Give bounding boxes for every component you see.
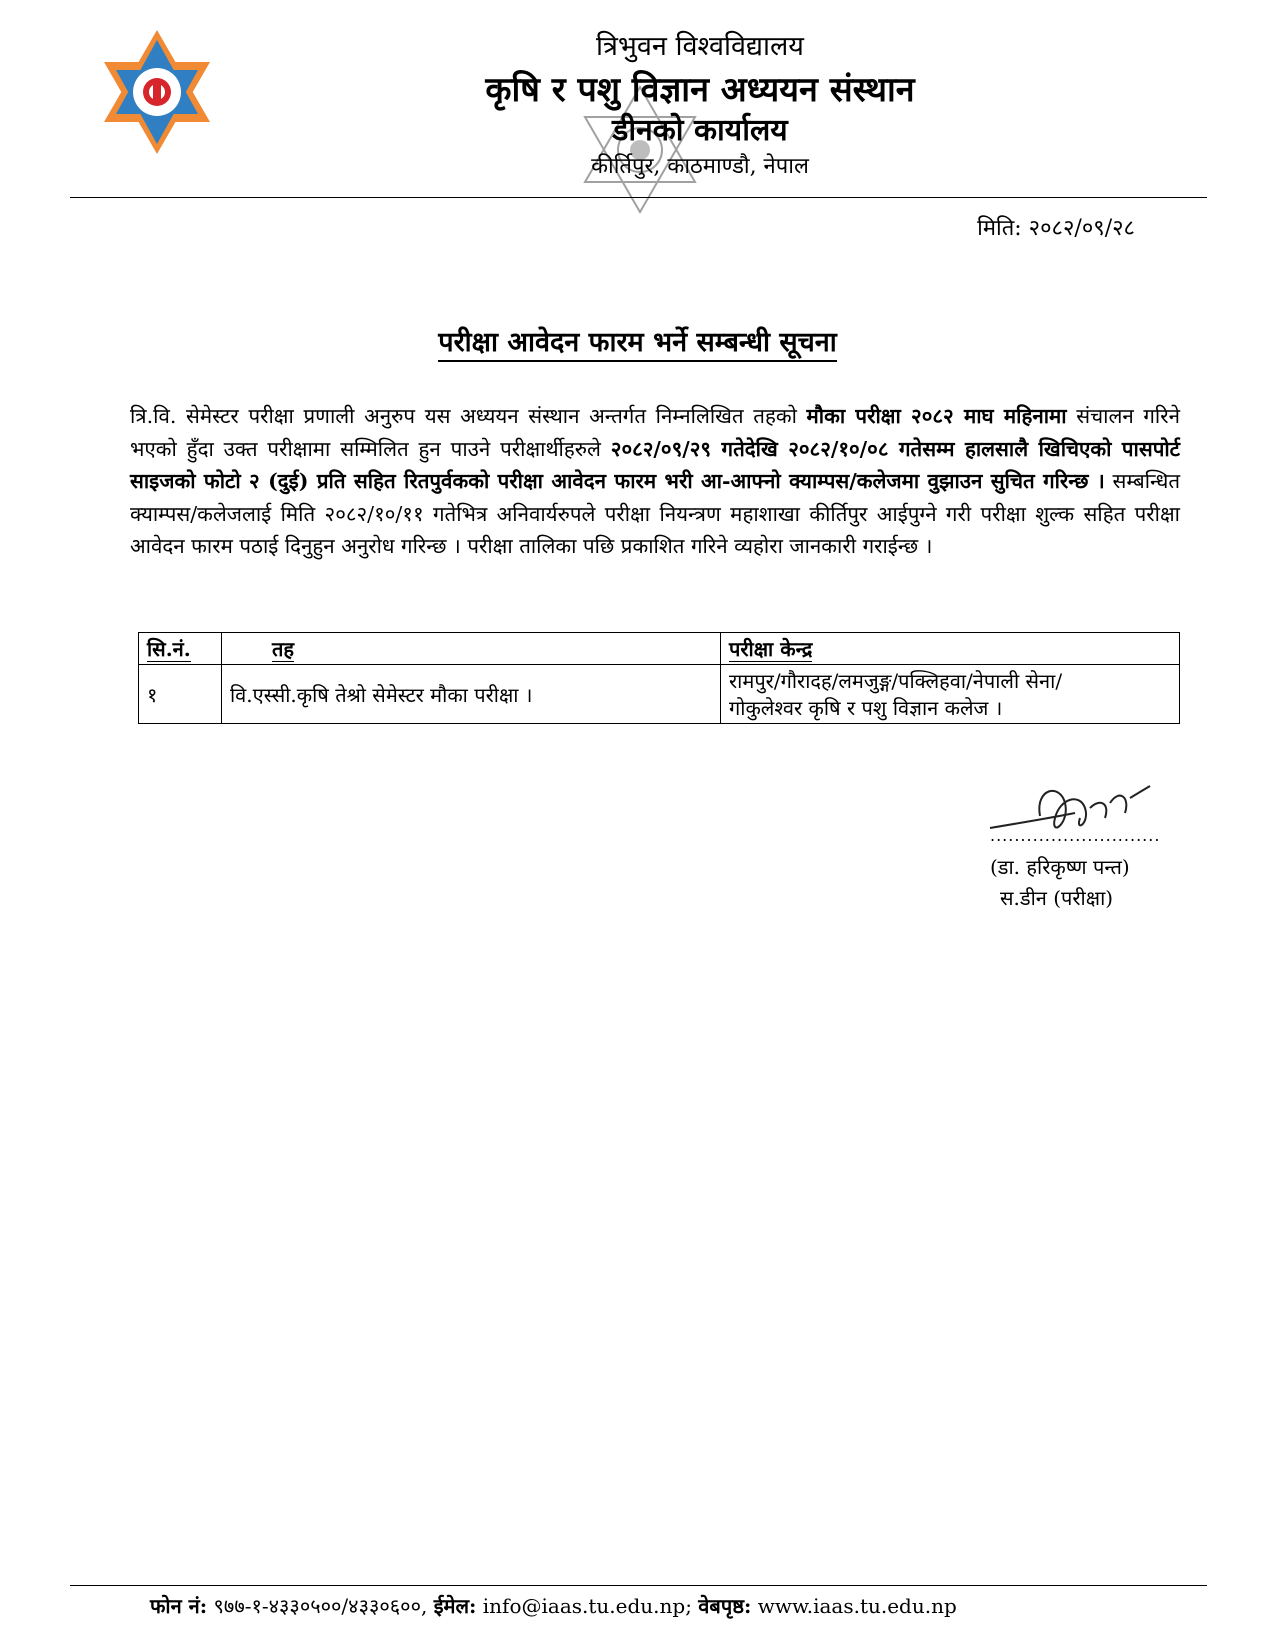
email-link[interactable]: info@iaas.tu.edu.np; bbox=[476, 1594, 699, 1618]
web-label: वेबपृष्ठ: bbox=[698, 1594, 752, 1618]
cell-center bbox=[721, 665, 1180, 724]
email-label: ईमेल: bbox=[433, 1594, 477, 1618]
signer-title: स.डीन (परीक्षा) bbox=[1000, 886, 1114, 910]
header-divider bbox=[70, 197, 1207, 198]
body-part-1: त्रि.वि. सेमेस्टर परीक्षा प्रणाली अनुरुप यस अध्ययन संस्थान अन्तर्गत निम्नलिखित तहको bbox=[130, 404, 807, 428]
notice-body bbox=[130, 400, 1180, 563]
phone-label: फोन नं: bbox=[150, 1594, 208, 1618]
notice-title bbox=[0, 322, 1275, 359]
cell-sn: १ bbox=[139, 665, 222, 724]
notice-date: मिति: २०८२/०९/२८ bbox=[977, 216, 1135, 241]
university-name: त्रिभुवन विश्वविद्यालय bbox=[596, 31, 804, 62]
office-name: डीनको कार्यालय bbox=[612, 113, 788, 148]
phone-number: ९७७-१-४३३०५००/४३३०६००, bbox=[207, 1594, 434, 1618]
header-level: तह bbox=[222, 633, 721, 665]
header-center: परीक्षा केन्द्र bbox=[721, 633, 1180, 665]
exam-table bbox=[138, 632, 1180, 724]
header-sn: सि.नं. bbox=[139, 633, 222, 665]
footer-contact bbox=[150, 1592, 957, 1619]
address: कीर्तिपुर, काठमाण्डौ, नेपाल bbox=[591, 154, 809, 179]
center-line-2: गोकुलेश्वर कृषि र पशु विज्ञान कलेज । bbox=[729, 696, 1003, 720]
body-part-3: संचालन गरिने भएको हुँदा उक्त परीक्षामा सम्मिलित हुन पाउने परीक्षार्थीहरुले bbox=[130, 404, 1180, 461]
notice-title-text: परीक्षा आवेदन फारम भर्ने सम्बन्धी सूचना bbox=[438, 327, 837, 362]
center-line-1: रामपुर/गौरादह/लमजुङ्ग/पक्लिहवा/नेपाली सेना/ bbox=[729, 669, 1063, 693]
body-part-5: सम्बन्धित क्याम्पस/कलेजलाई मिति २०८२/१०/११ गतेभित्र अनिवार्यरुपले परीक्षा नियन्त्रण महाशाखा कीर्तिपुर आईपुग्ने गरी परीक्षा शुल्क सहित परीक्षा आवेदन फारम पठाई दिनुहुन अनुरोध गरिन्छ । परीक्षा तालिका पछि प्रकाशित गरिने व्यहोरा जानकारी गराईन्छ । bbox=[130, 469, 1180, 558]
website-link[interactable]: www.iaas.tu.edu.np bbox=[751, 1594, 957, 1618]
cell-level: वि.एस्सी.कृषि तेश्रो सेमेस्टर मौका परीक्षा । bbox=[222, 665, 721, 724]
table-row bbox=[139, 665, 1180, 724]
signer-name: (डा. हरिकृष्ण पन्त) bbox=[990, 855, 1130, 879]
footer-divider bbox=[70, 1585, 1207, 1586]
body-part-4: २०८२/०९/२९ गतेदेखि २०८२/१०/०८ गतेसम्म हालसालै खिचिएको पासपोर्ट साइजको फोटो २ (दुई) प्रति सहित रितपुर्वकको परीक्षा आवेदन फारम भरी आ-आफ्नो क्याम्पस/कलेजमा वुझाउन सुचित गरिन्छ । bbox=[130, 436, 1180, 493]
table-header-row bbox=[139, 633, 1180, 665]
body-part-2: मौका परीक्षा २०८२ माघ महिनामा bbox=[806, 404, 1067, 428]
university-logo-icon bbox=[102, 28, 212, 156]
signature-line: ............................ bbox=[990, 826, 1161, 845]
institute-name: कृषि र पशु विज्ञान अध्ययन संस्थान bbox=[485, 70, 915, 110]
